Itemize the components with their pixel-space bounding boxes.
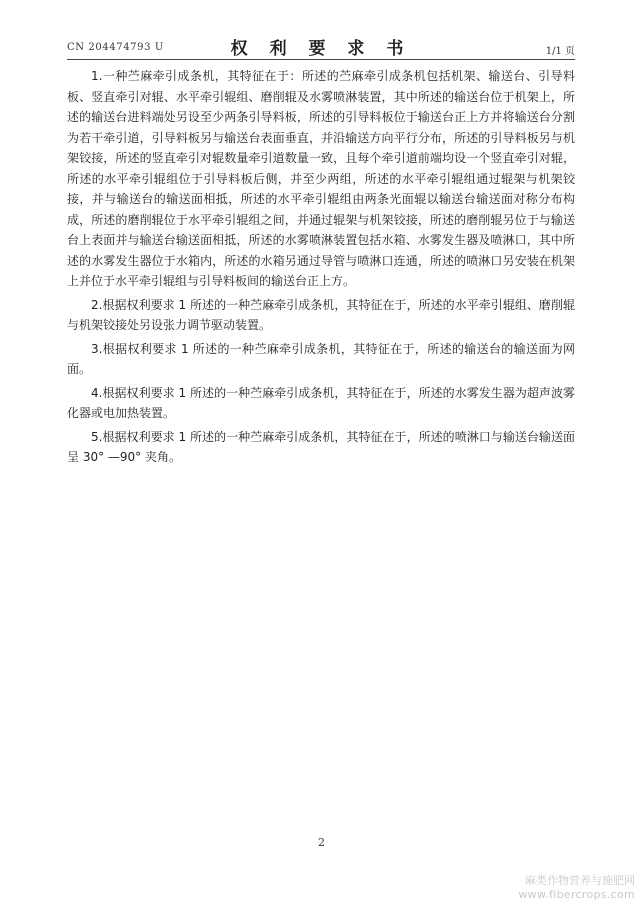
claims-list: [67, 66, 575, 471]
claim-2: 2.根据权利要求 1 所述的一种苎麻牵引成条机，其特征在于，所述的水平牵引辊组、磨削辊与机架铰接处另设张力调节驱动装置。: [67, 297, 575, 332]
claim-1: 1.一种苎麻牵引成条机，其特征在于：所述的苎麻牵引成条机包括机架、输送台、引导料板、竖直牵引对辊、水平牵引辊组、磨削辊及水雾喷淋装置，其中所述的输送台位于机架上，所述的输送台进料端处另设至少两条引导料板，所述的引导料板位于输送台正上方并将输送台分割为若干牵引道，引导料板另与输送台表面垂直，并沿输送方向平行分布，所述的引导料板另与机架铰接，所述的竖直牵引对辊数量牵引道数量一致，且每个牵引道前端均设一个竖直牵引对辊，所述的水平牵引辊组位于引导料板后侧，并至少两组，所述的水平牵引辊组通过辊架与机架铰接，并与输送台的输送面相抵，所述的水平牵引辊组由两条光面辊以输送台输送面对称分布构成，所述的磨削辊位于水平牵引辊组之间，并通过辊架与机架铰接，所述的磨削辊另位于与输送台上表面并与输送台输送面相抵，所述的水雾喷淋装置包括水箱、水雾发生器及喷淋口，其中所述的水雾发生器位于水箱内，所述的水箱另通过导管与喷淋口连通，所述的喷淋口另安装在机架上并位于水平牵引辊组与引导料板间的输送台正上方。: [67, 69, 575, 288]
document-title: 权 利 要 求 书: [230, 39, 412, 59]
page-count: 1/1 页: [545, 46, 575, 57]
header-divider: [67, 59, 575, 60]
page-header: [67, 32, 575, 58]
site-watermark: [485, 874, 635, 902]
watermark-site-name: 麻类作物营养与施肥网: [525, 874, 635, 887]
watermark-url: www.fibercrops.com: [518, 888, 635, 901]
claim-5: 5.根据权利要求 1 所述的一种苎麻牵引成条机，其特征在于，所述的喷淋口与输送台输送面呈 30° —90° 夹角。: [67, 429, 575, 464]
publication-number: CN 204474793 U: [67, 42, 164, 53]
claim-4: 4.根据权利要求 1 所述的一种苎麻牵引成条机，其特征在于，所述的水雾发生器为超声波雾化器或电加热装置。: [67, 385, 575, 420]
page-number: 2: [318, 836, 325, 849]
claim-3: 3.根据权利要求 1 所述的一种苎麻牵引成条机，其特征在于，所述的输送台的输送面为网面。: [67, 341, 575, 376]
